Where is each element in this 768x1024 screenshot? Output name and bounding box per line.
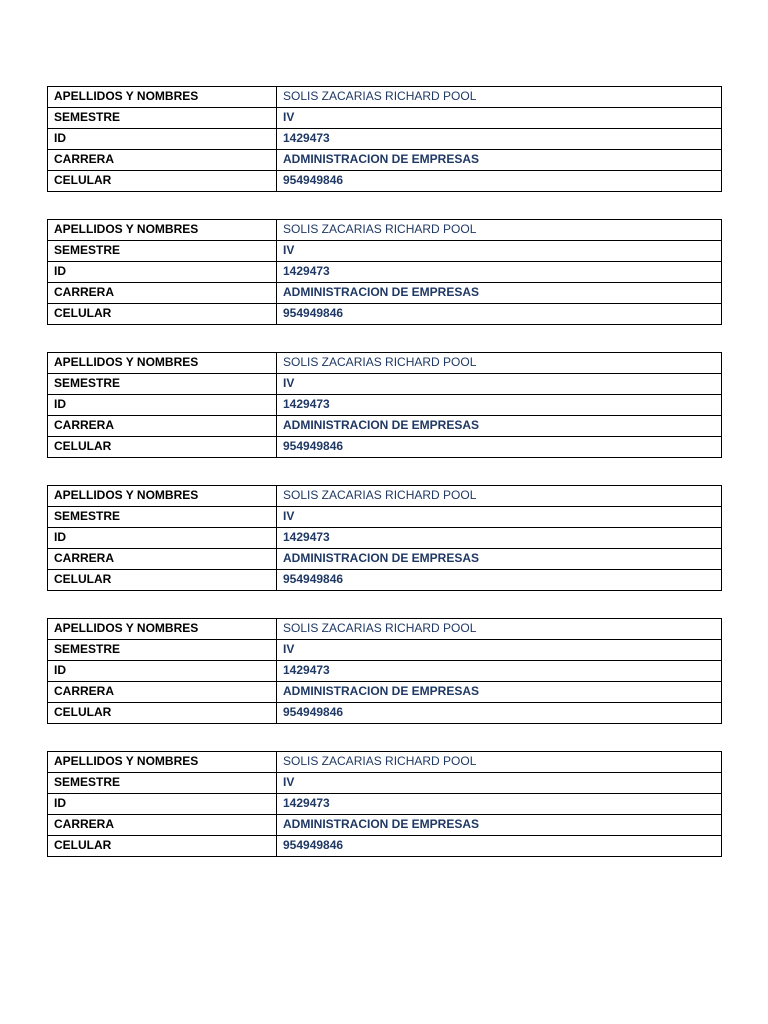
field-value: IV	[277, 241, 722, 262]
field-value: ADMINISTRACION DE EMPRESAS	[277, 283, 722, 304]
id-row	[48, 528, 722, 549]
id-row	[48, 129, 722, 150]
field-label: SEMESTRE	[48, 241, 277, 262]
field-label: CELULAR	[48, 836, 277, 857]
field-label: CELULAR	[48, 570, 277, 591]
field-label: ID	[48, 262, 277, 283]
student-record-table	[47, 485, 722, 591]
phone-row	[48, 304, 722, 325]
student-record-table	[47, 219, 722, 325]
id-row	[48, 794, 722, 815]
field-label: CELULAR	[48, 304, 277, 325]
field-value: SOLIS ZACARIAS RICHARD POOL	[277, 752, 722, 773]
field-label: SEMESTRE	[48, 507, 277, 528]
field-label: ID	[48, 661, 277, 682]
career-row	[48, 549, 722, 570]
field-label: SEMESTRE	[48, 640, 277, 661]
name-row	[48, 752, 722, 773]
field-value: SOLIS ZACARIAS RICHARD POOL	[277, 619, 722, 640]
field-value: 1429473	[277, 129, 722, 150]
field-label: APELLIDOS Y NOMBRES	[48, 486, 277, 507]
field-label: ID	[48, 528, 277, 549]
id-row	[48, 262, 722, 283]
field-label: APELLIDOS Y NOMBRES	[48, 752, 277, 773]
field-value: ADMINISTRACION DE EMPRESAS	[277, 682, 722, 703]
field-value: 954949846	[277, 304, 722, 325]
field-label: APELLIDOS Y NOMBRES	[48, 353, 277, 374]
field-value: ADMINISTRACION DE EMPRESAS	[277, 815, 722, 836]
field-label: CARRERA	[48, 283, 277, 304]
semester-row	[48, 507, 722, 528]
field-label: CARRERA	[48, 150, 277, 171]
name-row	[48, 486, 722, 507]
career-row	[48, 150, 722, 171]
field-value: 1429473	[277, 528, 722, 549]
field-value: IV	[277, 640, 722, 661]
field-label: CARRERA	[48, 815, 277, 836]
name-row	[48, 87, 722, 108]
semester-row	[48, 640, 722, 661]
semester-row	[48, 108, 722, 129]
field-value: IV	[277, 374, 722, 395]
career-row	[48, 283, 722, 304]
field-label: CARRERA	[48, 682, 277, 703]
field-value: 1429473	[277, 262, 722, 283]
field-label: APELLIDOS Y NOMBRES	[48, 220, 277, 241]
field-label: CARRERA	[48, 416, 277, 437]
semester-row	[48, 773, 722, 794]
student-record-table	[47, 618, 722, 724]
field-value: 1429473	[277, 661, 722, 682]
field-label: ID	[48, 129, 277, 150]
field-label: SEMESTRE	[48, 374, 277, 395]
field-label: ID	[48, 395, 277, 416]
phone-row	[48, 570, 722, 591]
field-label: CELULAR	[48, 703, 277, 724]
field-value: 954949846	[277, 171, 722, 192]
phone-row	[48, 836, 722, 857]
field-label: APELLIDOS Y NOMBRES	[48, 87, 277, 108]
field-label: CELULAR	[48, 437, 277, 458]
name-row	[48, 619, 722, 640]
student-record-table	[47, 352, 722, 458]
field-label: SEMESTRE	[48, 773, 277, 794]
field-value: 954949846	[277, 437, 722, 458]
field-value: IV	[277, 108, 722, 129]
name-row	[48, 220, 722, 241]
field-label: APELLIDOS Y NOMBRES	[48, 619, 277, 640]
field-label: CARRERA	[48, 549, 277, 570]
field-value: 1429473	[277, 395, 722, 416]
field-value: ADMINISTRACION DE EMPRESAS	[277, 549, 722, 570]
phone-row	[48, 703, 722, 724]
document-page	[47, 86, 721, 884]
field-label: CELULAR	[48, 171, 277, 192]
career-row	[48, 416, 722, 437]
field-value: 954949846	[277, 570, 722, 591]
field-label: SEMESTRE	[48, 108, 277, 129]
field-value: ADMINISTRACION DE EMPRESAS	[277, 150, 722, 171]
field-value: SOLIS ZACARIAS RICHARD POOL	[277, 353, 722, 374]
career-row	[48, 815, 722, 836]
field-value: ADMINISTRACION DE EMPRESAS	[277, 416, 722, 437]
field-value: 1429473	[277, 794, 722, 815]
field-label: ID	[48, 794, 277, 815]
field-value: 954949846	[277, 836, 722, 857]
phone-row	[48, 437, 722, 458]
field-value: SOLIS ZACARIAS RICHARD POOL	[277, 220, 722, 241]
field-value: SOLIS ZACARIAS RICHARD POOL	[277, 486, 722, 507]
field-value: 954949846	[277, 703, 722, 724]
field-value: IV	[277, 773, 722, 794]
semester-row	[48, 374, 722, 395]
career-row	[48, 682, 722, 703]
id-row	[48, 395, 722, 416]
semester-row	[48, 241, 722, 262]
name-row	[48, 353, 722, 374]
field-value: SOLIS ZACARIAS RICHARD POOL	[277, 87, 722, 108]
phone-row	[48, 171, 722, 192]
student-record-table	[47, 751, 722, 857]
field-value: IV	[277, 507, 722, 528]
student-record-table	[47, 86, 722, 192]
id-row	[48, 661, 722, 682]
